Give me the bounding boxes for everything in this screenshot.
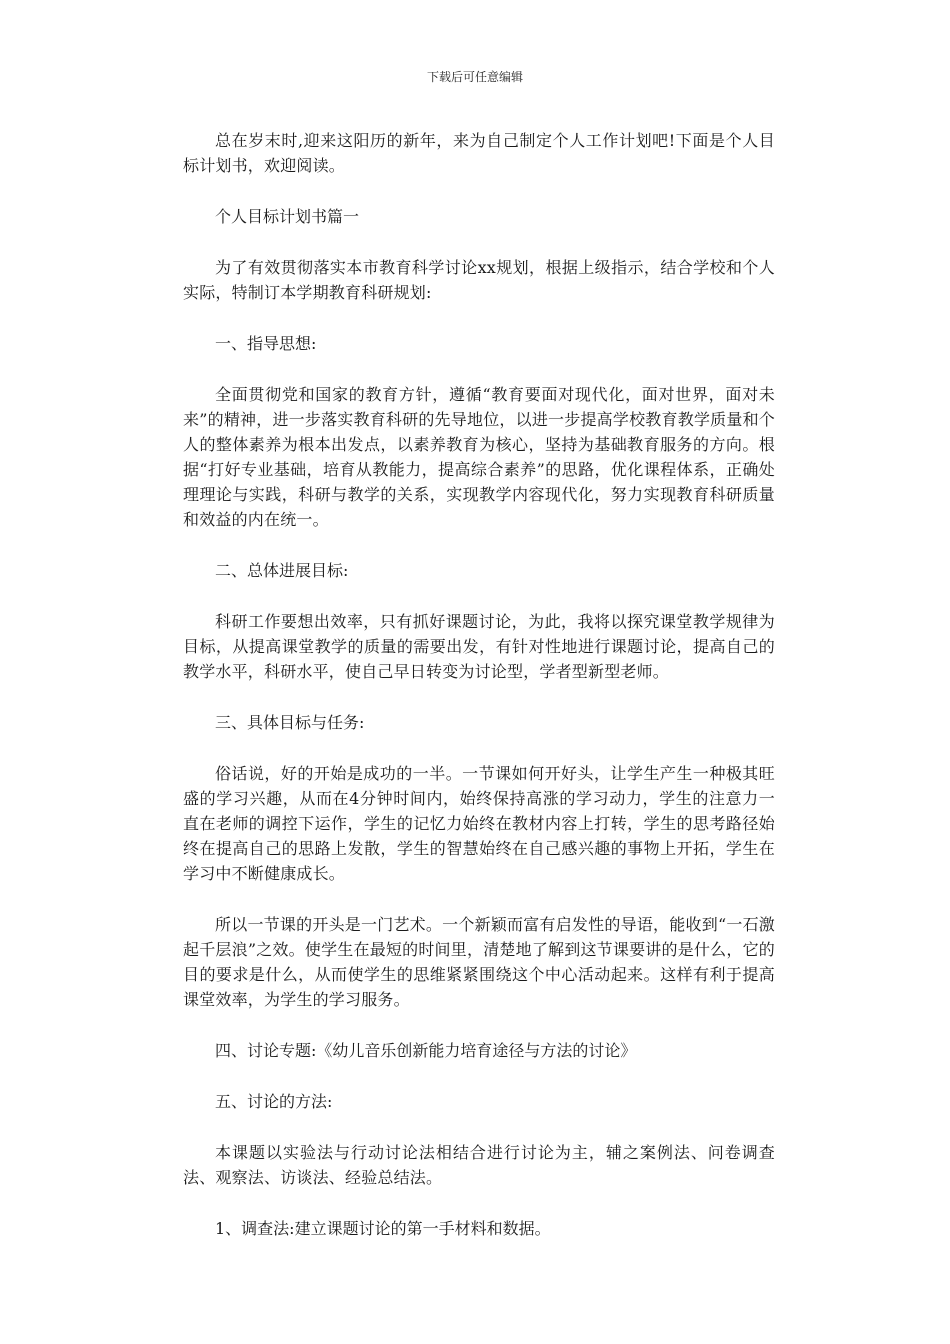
- heading-research-topic: 四、讨论专题:《幼儿音乐创新能力培育途径与方法的讨论》: [215, 1041, 637, 1060]
- guiding-ideology-paragraph: 全面贯彻党和国家的教育方针，遵循“教育要面对现代化，面对世界，面对未来”的精神，进一步落实教育科研的先导地位，以进一步提高学校教育教学质量和个人的整体素养为根本出发点，以素养教育为核心，坚持为基础教育服务的方向。根据“打好专业基础，培育从教能力，提高综合素养”的思路，优化课程体系，正确处理理论与实践，科研与教学的关系，实现教学内容现代化，努力实现教育科研质量和效益的内在统一。: [183, 385, 775, 529]
- method-item-survey: 1、调查法:建立课题讨论的第一手材料和数据。: [215, 1219, 551, 1238]
- heading-overall-goal: 二、总体进展目标:: [215, 561, 349, 580]
- research-methods-paragraph: 本课题以实验法与行动讨论法相结合进行讨论为主，辅之案例法、问卷调查法、观察法、访谈法、经验总结法。: [183, 1143, 775, 1187]
- intro-paragraph: 总在岁末时,迎来这阳历的新年，来为自己制定个人工作计划吧!下面是个人目标计划书，欢迎阅读。: [183, 131, 775, 175]
- heading-specific-tasks: 三、具体目标与任务:: [215, 713, 365, 732]
- overall-goal-paragraph: 科研工作要想出效率，只有抓好课题讨论，为此，我将以探究课堂教学规律为目标，从提高课堂教学的质量的需要出发，有针对性地进行课题讨论，提高自己的教学水平，科研水平，使自己早日转变为讨论型，学者型新型老师。: [183, 612, 775, 681]
- purpose-paragraph: 为了有效贯彻落实本市教育科学讨论xx规划，根据上级指示，结合学校和个人实际，特制订本学期教育科研规划:: [183, 258, 775, 302]
- heading-guiding-ideology: 一、指导思想:: [215, 334, 317, 353]
- heading-research-methods: 五、讨论的方法:: [215, 1092, 333, 1111]
- header-note: 下载后可任意编辑: [426, 70, 523, 84]
- section-title: 个人目标计划书篇一: [215, 207, 360, 226]
- document-body: [183, 128, 775, 1267]
- specific-tasks-paragraph: 俗话说，好的开始是成功的一半。一节课如何开好头，让学生产生一种极其旺盛的学习兴趣，从而在4分钟时间内，始终保持高涨的学习动力，学生的注意力一直在老师的调控下运作，学生的记忆力始终在教材内容上打转，学生的思考路径始终在提高自己的思路上发散，学生的智慧始终在自己感兴趣的事物上开拓，学生在学习中不断健康成长。: [183, 764, 775, 883]
- lesson-opening-paragraph: 所以一节课的开头是一门艺术。一个新颖而富有启发性的导语，能收到“一石激起千层浪”之效。使学生在最短的时间里，清楚地了解到这节课要讲的是什么，它的目的要求是什么，从而使学生的思维紧紧围绕这个中心活动起来。这样有利于提高课堂效率，为学生的学习服务。: [183, 915, 775, 1009]
